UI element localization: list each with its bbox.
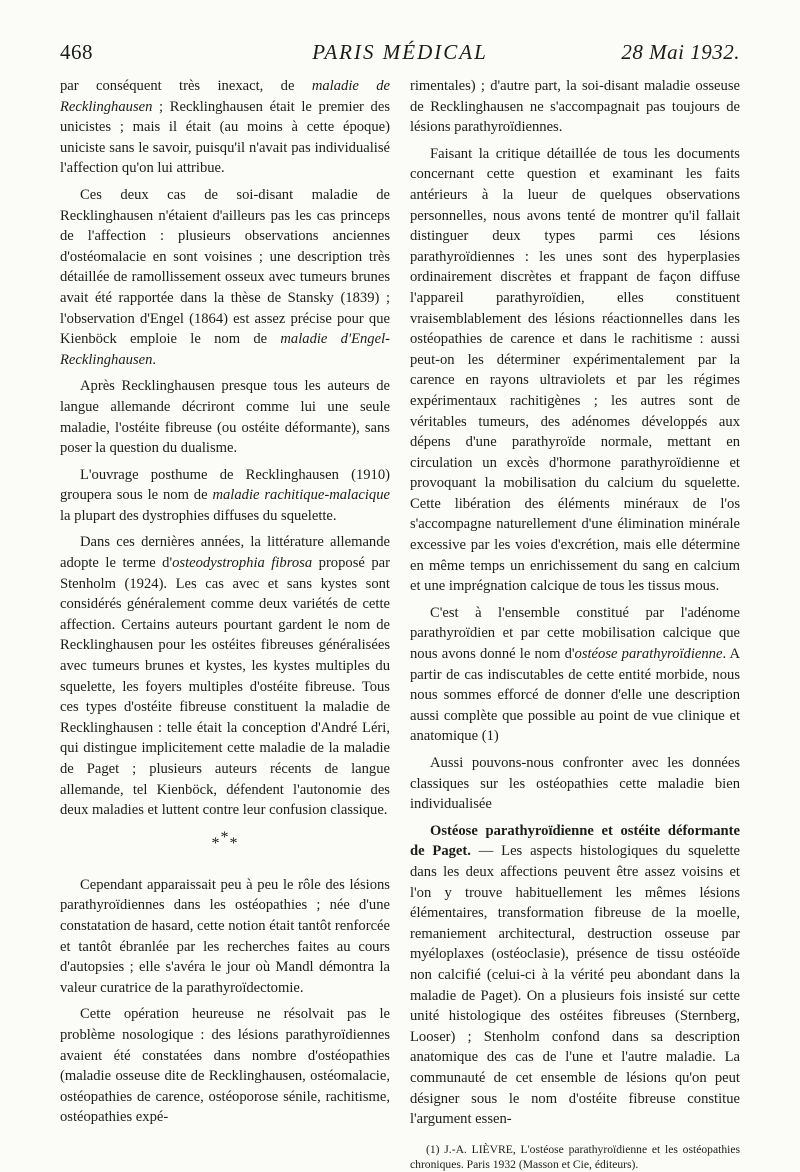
paragraph: C'est à l'ensemble constitué par l'adénome parathyroïdien et par cette mobilisation calcique que nous avons donné le nom d'ostéose parathyroïdienne. A partir de cas indiscutables de cette entité morbide, nous nous sommes efforcé de donner d'elle une description aussi complète que possible au point de vue clinique et anatomique (1) [410, 604, 741, 745]
paragraph: rimentales) ; d'autre part, la soi-disant maladie osseuse de Recklinghausen ne s'accompagnait pas toujours de lésions parathyroïdiennes. [410, 78, 740, 136]
paragraph: Dans ces dernières années, la littérature allemande adopte le terme d'osteodystrophia fibrosa proposé par Stenholm (1924). Les cas avec et sans kystes sont considérés généralement comme deux variétés de cette affection. Certains auteurs pourtant gardent le nom de Recklinghausen pour les ostéites fibreuses généralisées avec tumeurs brunes et kystes, les kystes multiples du squelette, les foyers multiples d'ostéite fibreuse. Tous ces types d'ostéite fibreuse constituent la maladie de Recklinghausen : telle était la conception d'André Léri, qui distingue implicitement cette maladie de la maladie de Paget ; plusieurs auteurs récents de langue allemande, tel Kienböck, défendent l'autonomie des deux maladies et luttent contre leur confusion classique. [60, 534, 390, 819]
paragraph: par conséquent très inexact, de maladie de Recklinghausen ; Recklinghausen était le premier des unicistes ; mais il était (au moins à cette époque) uniciste sans le savoir, puisqu'il n'avait pas individualisé l'affection qu'on lui attribue. [60, 78, 390, 177]
paragraph: Cette opération heureuse ne résolvait pas le problème nosologique : des lésions parathyroïdiennes avaient été constatées dans nombre d'ostéopathies (maladie osseuse dite de Recklinghausen, ostéomalacie, ostéopathies de carence, ostéoporose sénile, rachitisme, ostéopathies expé- [60, 1006, 390, 1126]
page-header [60, 40, 740, 70]
paragraph: Ces deux cas de soi-disant maladie de Recklinghausen n'étaient d'ailleurs pas les cas princeps de l'affection : plusieurs observations anciennes d'ostéomalacie en sont voisines ; une description très détaillée de ramollissement osseux avec tumeurs brunes avait été rapportée dans la thèse de Stansky (1839) ; l'observation d'Engel (1864) est assez précise pour que Kienböck emploie le nom de maladie d'Engel-Recklinghausen. [60, 186, 391, 368]
left-column [60, 76, 390, 1128]
paragraph: Après Recklinghausen presque tous les auteurs de langue allemande décriront comme lui une seule maladie, l'ostéite fibreuse (ou ostéite déformante), sans poser la question du dualisme. [60, 378, 390, 457]
issue-date: 28 Mai 1932. [621, 40, 740, 64]
section-heading: Ostéose parathyroïdienne et ostéite déformante de Paget. [410, 822, 740, 860]
journal-title: PARIS MÉDICAL [312, 40, 488, 64]
paragraph: Ostéose parathyroïdienne et ostéite déformante de Paget. — Les aspects histologiques du squelette dans les deux affections peuvent être assez voisins et l'on y trouve habituellement les mêmes lésions élémentaires, transformation fibreuse de la moelle, remaniement architectural, destruction osseuse par myéloplaxes (ostéoclasie), présence de tissu ostéoïde non calcifié (celui-ci à la vérité peu abondant dans la maladie de Paget). On a plusieurs fois insisté sur cette unité histologique des ostéites fibreuses (Sternberg, Looser) ; Stenholm confond dans sa description anatomique des cas de l'une et l'autre maladie. La communauté de cet ensemble de lésions qu'on peut désigner sous le nom d'ostéite fibreuse constitue l'argument essen- [410, 822, 740, 1128]
paragraph: Aussi pouvons-nous confronter avec les données classiques sur les ostéopathies cette maladie bien individualisée [410, 755, 740, 813]
footnote: (1) J.-A. LIÈVRE, L'ostéose parathyroïdienne et les ostéopathies chroniques. Paris 1932 (Masson et Cie, éditeurs). [410, 1142, 740, 1171]
paragraph: L'ouvrage posthume de Recklinghausen (1910) groupera sous le nom de maladie rachitique-malacique la plupart des dystrophies diffuses du squelette. [60, 466, 390, 524]
right-column [410, 76, 740, 1172]
section-separator: *** [211, 828, 239, 852]
page-number: 468 [60, 40, 93, 64]
paragraph: Faisant la critique détaillée de tous les documents concernant cette question et examinant les faits antérieurs à la lueur de quelques observations personnelles, nous avons tenté de montrer qu'il fallait distinguer deux types parmi ces lésions parathyroïdiennes : les unes sont des hyperplasies ordinairement discrètes et frappant de façon diffuse l'appareil parathyroïdien, elles constituent vraisemblablement des lésions réactionnelles dans les ostéopathies de carence et dans le rachitisme : aussi peut-on les déterminer expérimentalement par la carence en rayons ultraviolets et par les régimes expérimentaux rachitigènes ; les autres sont de véritables tumeurs, des adénomes développés aux dépens d'une parathyroïde normale, mettant en circulation un excès d'hormone parathyroïdienne et provoquant la mobilisation du calcium du squelette. Cette libération des éléments minéraux de l'os s'accompagne naturellement d'une élimination minérale excessive par les voies d'excrétion, mais elle détermine en même temps un enrichissement du sang en calcium et une imprégnation calcique de tous les tissus mous. [410, 145, 740, 595]
paragraph: Cependant apparaissait peu à peu le rôle des lésions parathyroïdiennes dans les ostéopathies ; née d'une constatation de hasard, cette notion était tantôt renforcée et tantôt ébranlée par les recherches faites au cours d'autopsies ; elle s'avéra le jour où Mandl démontra la valeur curatrice de la parathyroïdectomie. [60, 876, 390, 996]
